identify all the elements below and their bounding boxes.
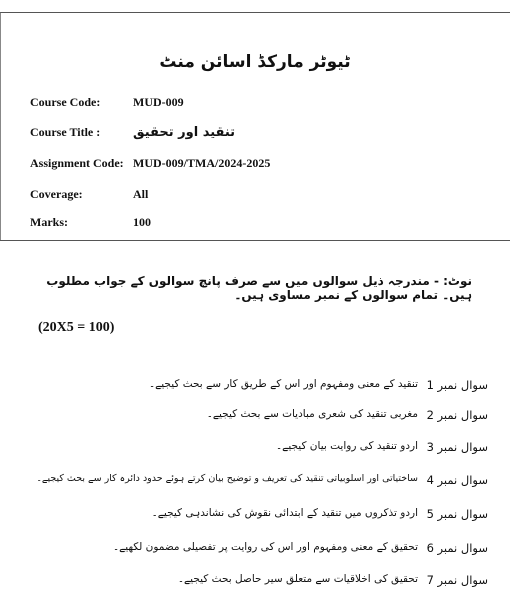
assignment-code-label: Assignment Code: — [30, 156, 124, 170]
question-label: سوال نمبر 3 — [426, 440, 488, 454]
question-text: تحقیق کی اخلاقیات سے متعلق سیر حاصل بحث کیجیے۔ — [177, 573, 418, 585]
question-item — [28, 408, 488, 430]
question-text: ساختیاتی اور اسلوبیاتی تنقید کی تعریف و توضیح بیان کرتے ہوئے حدود دائرہ کار سے بحث کیجیے۔ — [36, 473, 418, 484]
question-label: سوال نمبر 2 — [426, 408, 488, 422]
section-divider — [0, 240, 510, 241]
instructions-note: نوٹ: - مندرجہ ذیل سوالوں میں سے صرف پانچ سوالوں کے جواب مطلوب ہیں۔ تمام سوالوں کے نمبر مساوی ہیں۔ — [46, 274, 472, 302]
question-label: سوال نمبر 1 — [426, 378, 488, 392]
coverage-value: All — [133, 187, 149, 201]
marks-label: Marks: — [30, 215, 68, 229]
question-label: سوال نمبر 5 — [426, 507, 488, 521]
coverage-label: Coverage: — [30, 187, 83, 201]
coverage-row — [30, 187, 470, 207]
question-item — [28, 541, 488, 563]
question-item — [28, 573, 488, 595]
question-item — [28, 507, 488, 529]
marks-value: 100 — [133, 215, 151, 229]
question-text: اردو تنقید کی روایت بیان کیجیے۔ — [276, 440, 418, 452]
top-rule — [0, 12, 510, 13]
assignment-code-value: MUD-009/TMA/2024-2025 — [133, 156, 271, 170]
question-label: سوال نمبر 7 — [426, 573, 488, 587]
course-title-label: Course Title : — [30, 125, 101, 139]
question-text: تنقید کے معنی ومفہوم اور اس کے طریق کار سے بحث کیجیے۔ — [148, 378, 418, 390]
question-text: مغربی تنقید کی شعری مبادیات سے بحث کیجیے۔ — [206, 408, 418, 420]
header-right-border — [0, 12, 1, 241]
course-title-row — [30, 125, 470, 145]
question-item — [28, 473, 488, 495]
marks-row — [30, 215, 470, 235]
marks-formula: (20X5 = 100) — [38, 320, 115, 335]
course-title-value: تنقید اور تحقیق — [133, 125, 236, 140]
course-code-label: Course Code: — [30, 95, 101, 109]
question-text: تحقیق کے معنی ومفہوم اور اس کی روایت پر تفصیلی مضمون لکھیے۔ — [112, 541, 418, 553]
course-code-value: MUD-009 — [133, 95, 184, 109]
course-code-row — [30, 95, 470, 115]
question-item — [28, 378, 488, 400]
question-label: سوال نمبر 4 — [426, 473, 488, 487]
question-item — [28, 440, 488, 462]
question-text: اردو تذکروں میں تنقید کے ابتدائی نقوش کی نشاندہی کیجیے۔ — [151, 507, 418, 519]
assignment-code-row — [30, 156, 470, 176]
question-label: سوال نمبر 6 — [426, 541, 488, 555]
document-title: ٹیوٹر مارکڈ اسائن منٹ — [159, 52, 351, 72]
